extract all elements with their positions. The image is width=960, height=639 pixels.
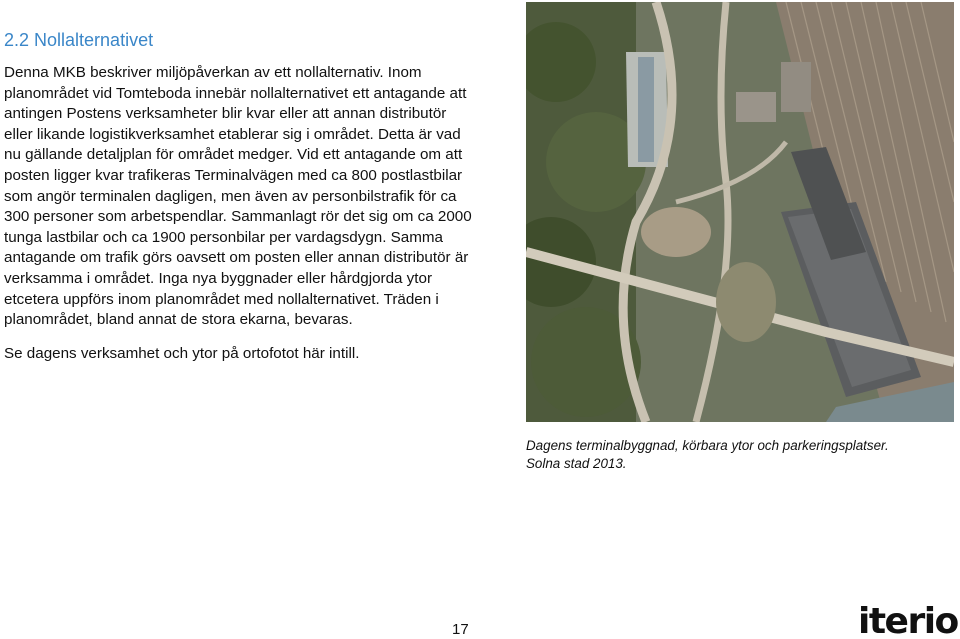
body-paragraph: Denna MKB beskriver miljöpåverkan av ett nollalternativ. Inom planområdet vid Tomteboda innebär nollalternativet ett antagande att antingen Postens verksamheter blir kvar eller att annan distributör eller likande logistikverksamhet etablerar sig i området. Detta är vad nu gällande detaljplan för området medger. Vid ett antagande om att posten ligger kvar trafikeras Terminalvägen med ca 800 postlastbilar som angör terminalen dagligen, men även av personbilstrafik för ca 300 personer som arbetspendlar. Sammanlagt rör det sig om ca 2000 tunga lastbilar och ca 1900 personbilar per vardagsdygn. Samma antagande om trafik görs oavsett om posten eller annan distributör är verksamma i området. Inga nya byggnader eller hårdgjorda ytor etcetera uppförs inom planområdet med nollalternativet. Träden i planområdet, bland annat de stora ekarna, bevaras.	[4, 64, 472, 329]
body-text-column	[4, 63, 474, 364]
caption-line-1: Dagens terminalbyggnad, körbara ytor och parkeringsplatser.	[526, 438, 889, 453]
caption-line-2: Solna stad 2013.	[526, 456, 627, 471]
page-number: 17	[452, 621, 469, 638]
iterio-logo	[858, 598, 958, 638]
orthophoto-image	[526, 2, 954, 422]
logo-text: iterio	[858, 601, 958, 638]
figure-caption	[526, 437, 956, 473]
section-heading: 2.2 Nollalternativet	[4, 30, 154, 50]
body-paragraph-reference: Se dagens verksamhet och ytor på ortofotot här intill.	[4, 344, 360, 362]
